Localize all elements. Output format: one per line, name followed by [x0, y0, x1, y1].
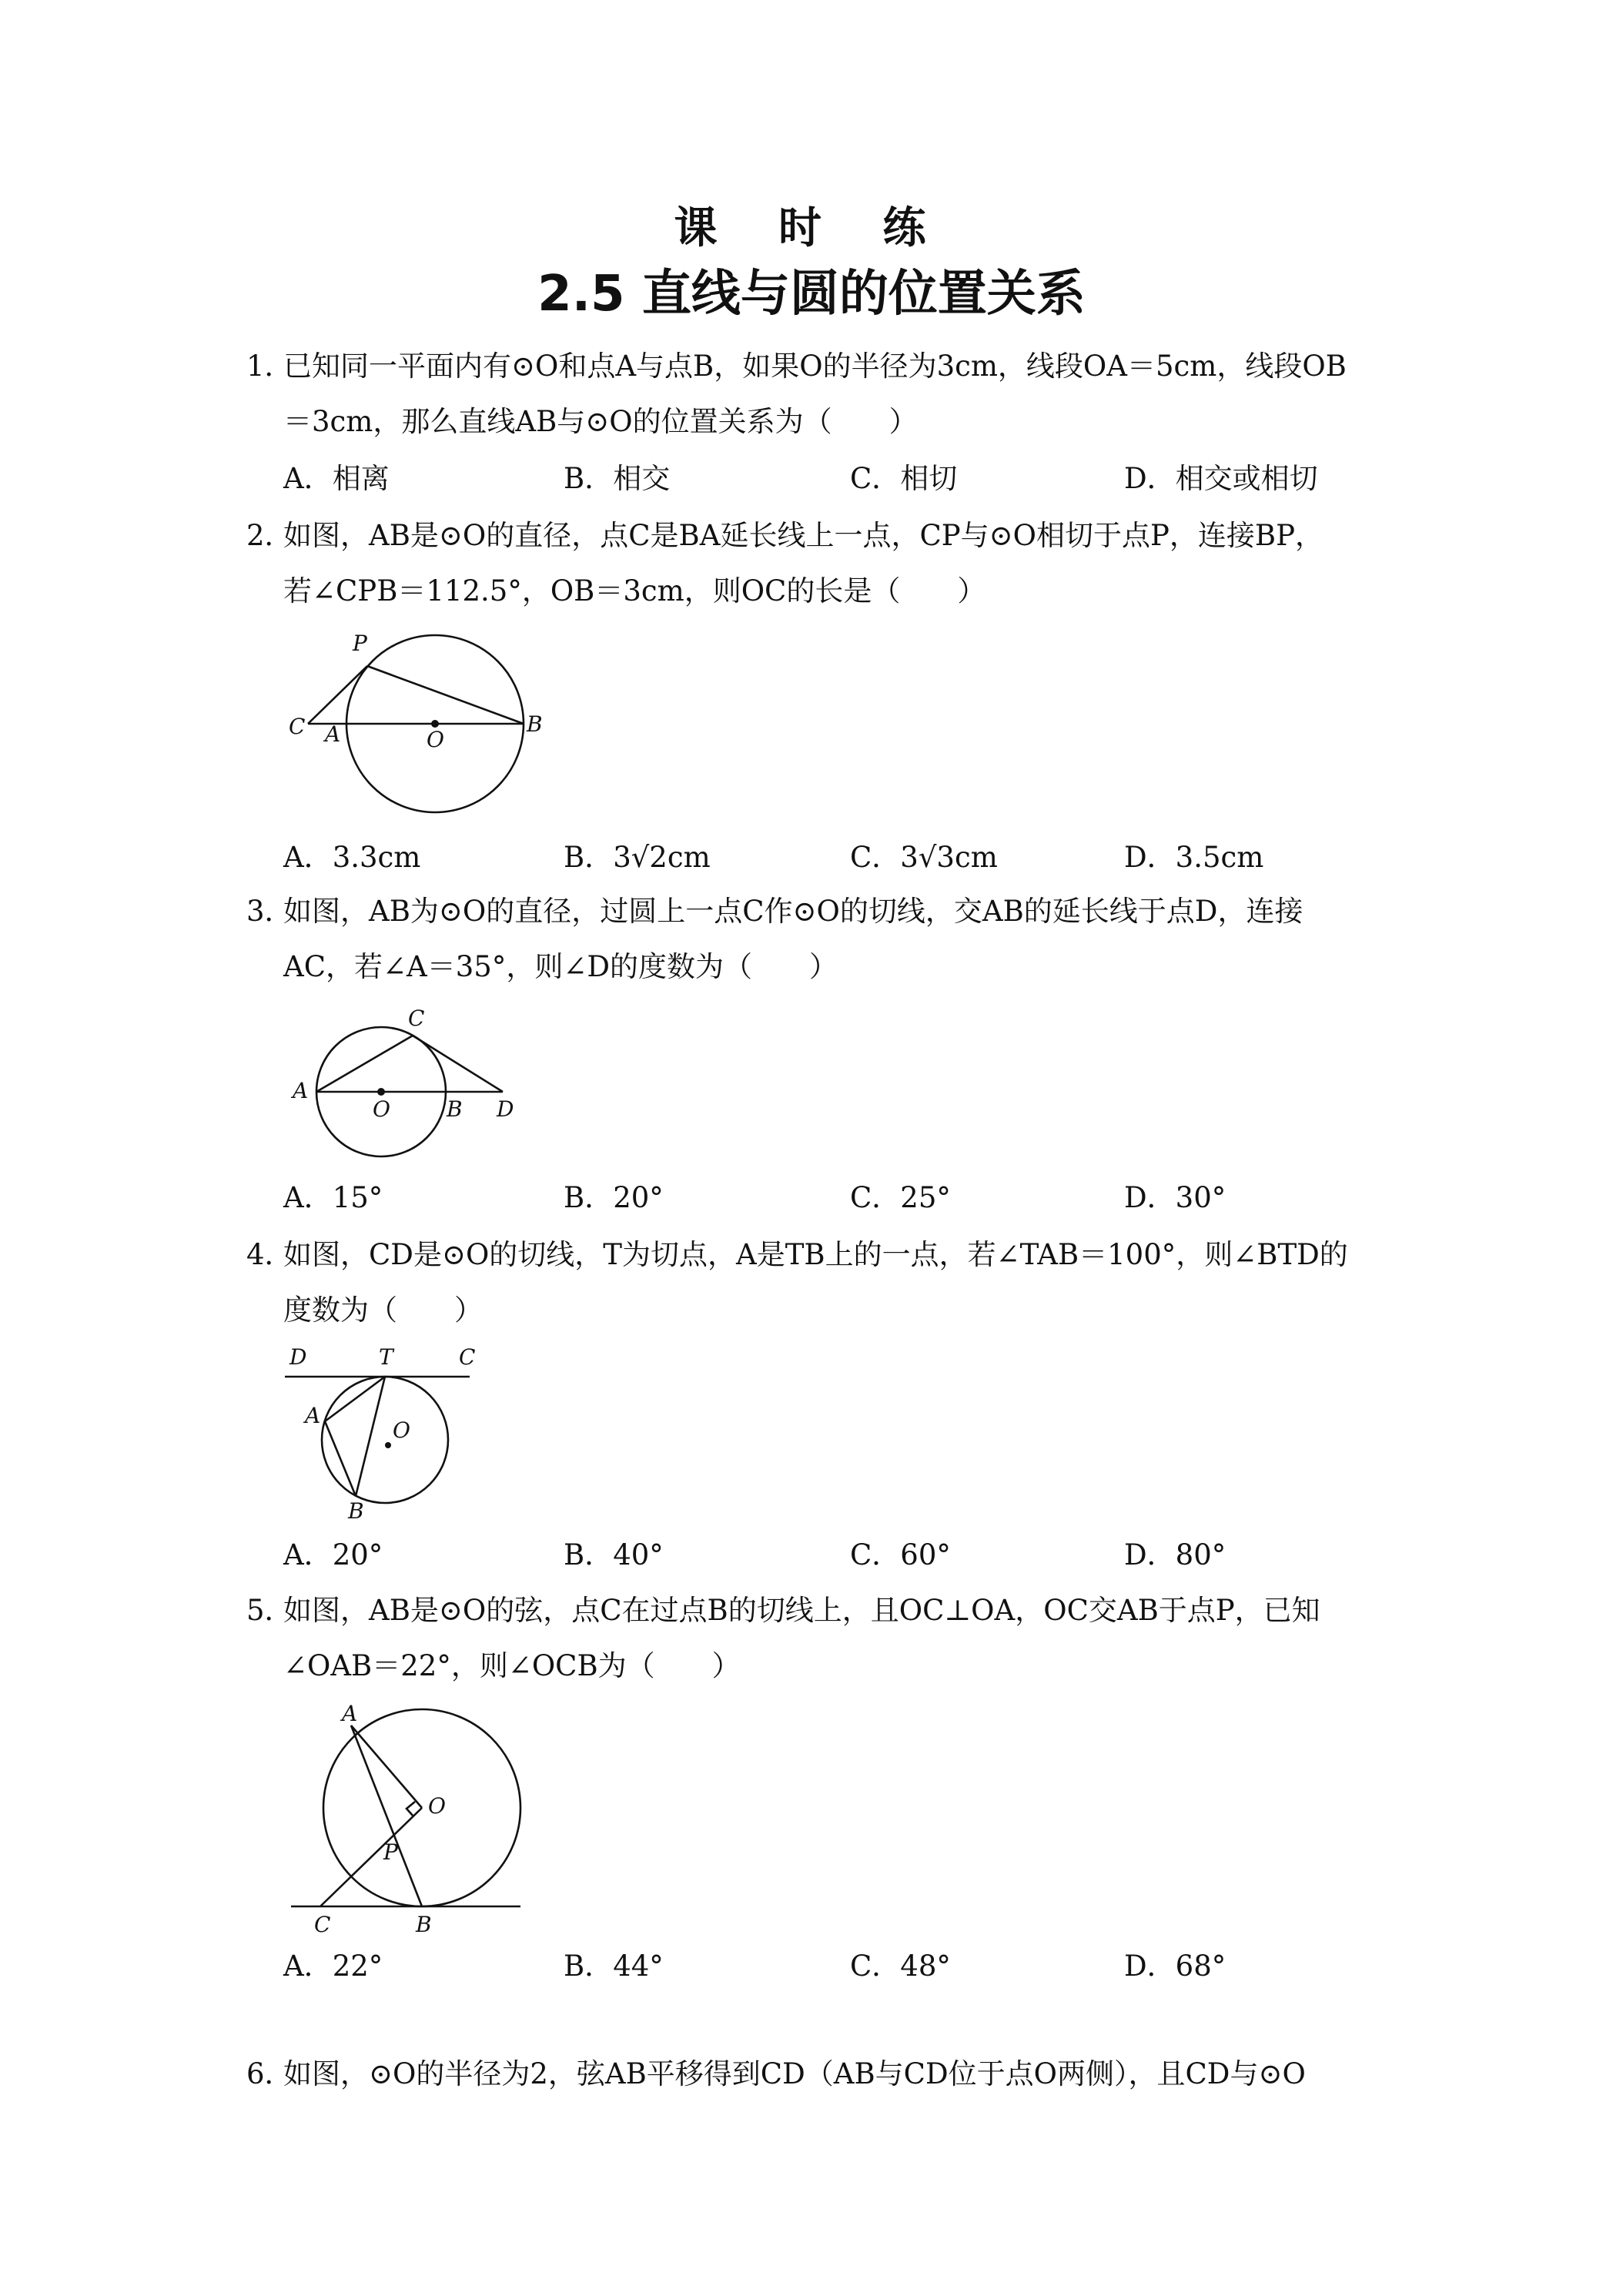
q4-option-d[interactable]: D．80° — [1124, 1538, 1226, 1571]
q1-text-2: ＝3cm，那么直线AB与⊙O的位置关系为（ ） — [283, 405, 918, 438]
q4-option-c[interactable]: C．60° — [850, 1538, 951, 1571]
q5-option-c[interactable]: C．48° — [850, 1950, 951, 1983]
q4-label-a: A — [305, 1403, 321, 1428]
q5-right-angle-mark — [407, 1802, 415, 1816]
q3-label-d: D — [497, 1096, 514, 1122]
q3-text-1: 如图，AB为⊙O的直径，过圆上一点C作⊙O的切线，交AB的延长线于点D，连接 — [283, 895, 1303, 928]
q4-option-b[interactable]: B．40° — [564, 1538, 664, 1571]
q5-label-p: P — [383, 1839, 398, 1865]
q2-chord-pb — [367, 666, 524, 724]
q4-label-o: O — [393, 1417, 410, 1443]
q3-option-c[interactable]: C．25° — [850, 1181, 951, 1214]
q4-label-d: D — [289, 1344, 307, 1370]
q5-label-c: C — [314, 1912, 331, 1937]
q2-option-d[interactable]: D．3.5cm — [1124, 841, 1264, 874]
q2-label-b: B — [527, 711, 543, 737]
q3-chord-ac — [316, 1036, 413, 1092]
q6-number: 6． — [246, 2057, 293, 2090]
header-title: 2.5 直线与圆的位置关系 — [537, 266, 1086, 323]
q2-line1 — [246, 517, 1401, 554]
q3-option-b[interactable]: B．20° — [564, 1181, 664, 1214]
q4-center-dot — [385, 1442, 391, 1448]
q2-label-p: P — [353, 631, 367, 656]
q2-option-a[interactable]: A．3.3cm — [283, 841, 421, 874]
q1-line1 — [246, 348, 1401, 385]
q2-figure — [277, 628, 562, 820]
q3-label-a: A — [293, 1078, 309, 1103]
q2-text-1: 如图，AB是⊙O的直径，点C是BA延长线上一点，CP与⊙O相切于点P，连接BP， — [283, 519, 1323, 552]
q1-option-d[interactable]: D．相交或相切 — [1124, 462, 1318, 495]
q5-label-o: O — [428, 1793, 446, 1819]
q1-text-1: 已知同一平面内有⊙O和点A与点B，如果O的半径为3cm，线段OA＝5cm，线段OB — [283, 350, 1347, 383]
q1-option-c[interactable]: C．相切 — [850, 462, 958, 495]
q3-option-a[interactable]: A．15° — [283, 1181, 383, 1214]
q5-radius-oa — [351, 1725, 422, 1808]
q4-figure — [277, 1340, 493, 1525]
q4-text-1: 如图，CD是⊙O的切线，T为切点，A是TB上的一点，若∠TAB＝100°，则∠BTD的 — [283, 1238, 1348, 1271]
q3-tangent-cd — [413, 1036, 503, 1092]
q3-label-c: C — [408, 1006, 425, 1031]
q3-figure — [285, 1001, 531, 1163]
q3-line1 — [246, 893, 1401, 930]
q6-line1 — [246, 2056, 1401, 2093]
q1-option-b[interactable]: B．相交 — [564, 462, 671, 495]
q5-figure — [277, 1701, 531, 1960]
q1-number: 1． — [246, 350, 293, 383]
q5-text-2: ∠OAB＝22°，则∠OCB为（ ） — [283, 1649, 741, 1682]
q4-text-2: 度数为（ ） — [283, 1294, 483, 1327]
q5-label-b: B — [416, 1912, 432, 1937]
q5-label-a: A — [342, 1701, 358, 1726]
q2-label-o: O — [427, 727, 444, 752]
q5-option-b[interactable]: B．44° — [564, 1950, 664, 1983]
q4-label-c: C — [459, 1344, 476, 1370]
q3-text-2: AC，若∠A＝35°，则∠D的度数为（ ） — [283, 950, 838, 983]
q4-option-a[interactable]: A．20° — [283, 1538, 383, 1571]
q2-label-c: C — [289, 714, 306, 739]
q5-option-a[interactable]: A．22° — [283, 1950, 383, 1983]
q4-circle — [322, 1377, 448, 1503]
q5-number: 5． — [246, 1594, 293, 1627]
q2-tangent-cp — [308, 666, 367, 724]
q2-option-b[interactable]: B．3√2cm — [564, 841, 711, 874]
q5-line1 — [246, 1592, 1401, 1629]
q5-chord-ab — [351, 1725, 422, 1906]
q3-option-d[interactable]: D．30° — [1124, 1181, 1226, 1214]
q4-number: 4． — [246, 1238, 293, 1271]
header-subtitle: 课 时 练 — [674, 203, 949, 253]
q3-center-dot — [377, 1088, 385, 1096]
q3-label-o: O — [373, 1096, 390, 1122]
q6-text-1: 如图，⊙O的半径为2，弦AB平移得到CD（AB与CD位于点O两侧），且CD与⊙O — [283, 2057, 1306, 2090]
q1-option-a[interactable]: A．相离 — [283, 462, 390, 495]
q4-label-b: B — [348, 1498, 364, 1524]
q5-text-1: 如图，AB是⊙O的弦，点C在过点B的切线上，且OC⊥OA，OC交AB于点P，已知 — [283, 1594, 1320, 1627]
q2-label-a: A — [325, 721, 341, 747]
q5-option-d[interactable]: D．68° — [1124, 1950, 1226, 1983]
q2-option-c[interactable]: C．3√3cm — [850, 841, 998, 874]
q2-text-2: 若∠CPB＝112.5°，OB＝3cm，则OC的长是（ ） — [283, 574, 986, 607]
q3-number: 3． — [246, 895, 293, 928]
q4-label-t: T — [379, 1344, 393, 1370]
q2-number: 2． — [246, 519, 293, 552]
q4-line1 — [246, 1237, 1401, 1274]
q3-label-b: B — [447, 1096, 463, 1122]
